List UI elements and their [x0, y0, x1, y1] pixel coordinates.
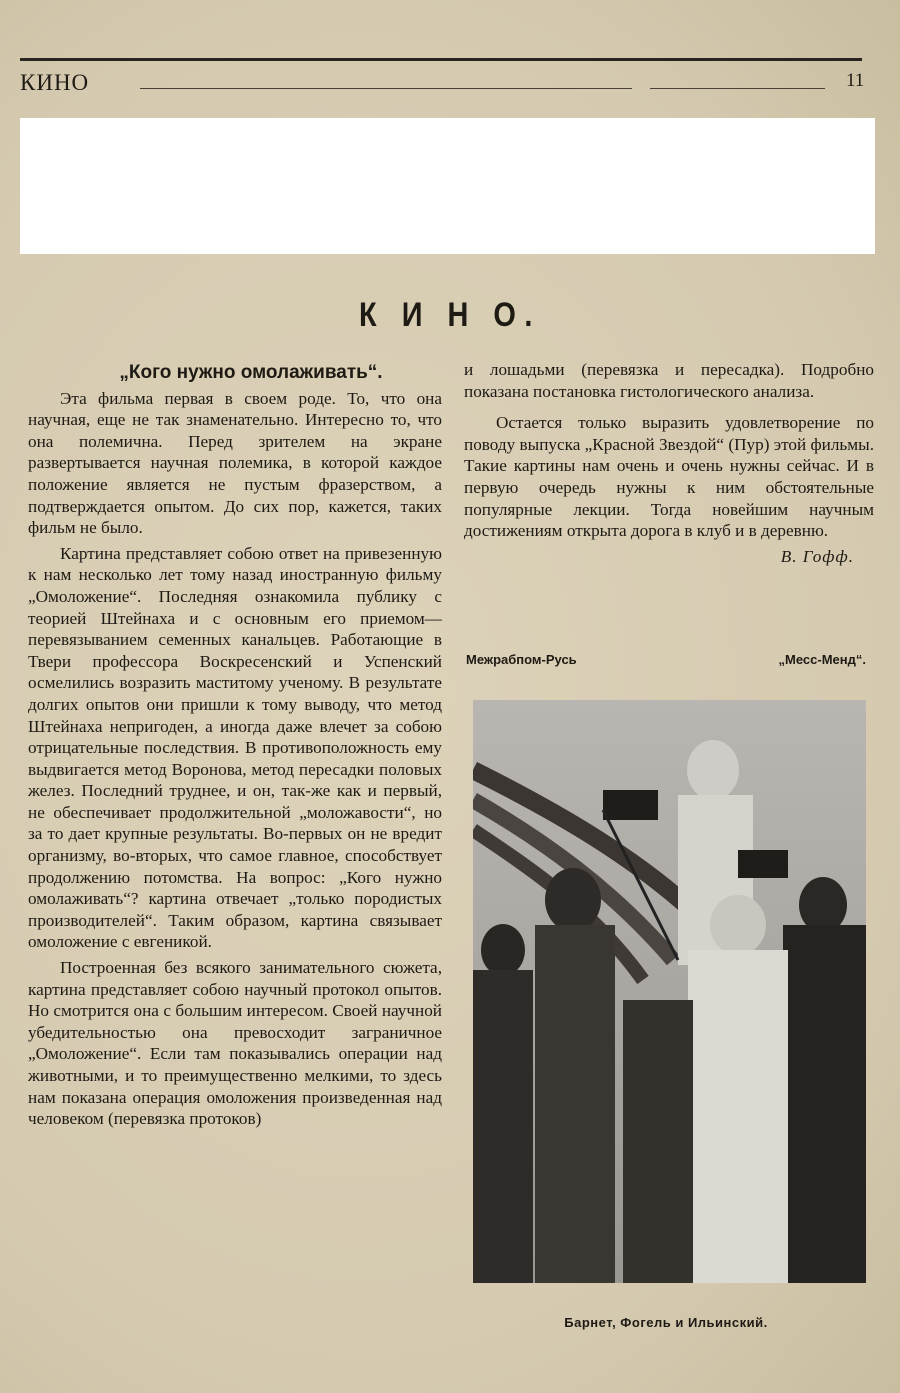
paragraph: Построенная без всякого занимательного сюжета, картина представляет собою научный протокол опытов. Но смотрится она с большим интересом. Своей научной убедительностью она превосходит заграничное „Омоложение“. Если там показывались операции над животными, и то преимущественно мелкими, то здесь нам показана операция омоложения произведенная над человеком (перевязка протоков) — [28, 958, 442, 1129]
author-signature: В. Гофф. — [780, 546, 854, 566]
photo-caption: Барнет, Фогель и Ильинский. — [564, 1315, 768, 1330]
header-rule — [650, 88, 825, 89]
paragraph: Эта фильма первая в своем роде. То, что она научная, еще не так знаменательно. Интересно то, что она полемична. Перед зрителем на экране развертывается научная полемика, в которой каждое положение является не пустым фразерством, а подтверждается опытом. До сих пор, кажется, таких фильм не было. — [28, 388, 442, 538]
right-column — [464, 359, 874, 567]
film-still-illustration — [473, 700, 866, 1283]
film-title: „Месс-Менд“. — [778, 652, 866, 667]
top-rule — [20, 58, 862, 61]
section-title: К И Н О. — [359, 296, 541, 334]
header-rule — [140, 88, 632, 89]
studio-name: Межрабпом-Русь — [466, 652, 577, 667]
article-title: „Кого нужно омолаживать“. — [119, 362, 383, 383]
running-header: КИНО — [20, 70, 90, 95]
film-still-photo — [473, 700, 866, 1283]
paragraph: Картина представляет собою ответ на привезенную к нам несколько лет тому назад иностранную фильму „Омоложение“. Последняя ознакомила публику с теорией Штейнаха и с основным его приемом—перевязыванием семенных канальцев. Работающие в Твери профессора Воскресенский и Успенский осмелились возразить маститому ученому. В результате долгих опытов они пришли к тому выводу, что метод Штейнаха непригоден, а иногда даже влечет за собою отрицательные последствия. В противоположность ему выдвигается метод Воронова, метод пересадки половых желез. Последний труднее, и он, так-же как и первый, не обеспечивает продолжительной „моложавости“, но за то дает крупные результаты. Во-первых он не вредит организму, во-вторых, что самое главное, способствует продолжению потомства. На вопрос: „Кого нужно омолаживать“? картина отвечает „только породистых производителей“. Таким образом, картина связывает омоложение с евгеникой. — [28, 543, 442, 952]
redacted-area — [20, 118, 875, 254]
page-number: 11 — [846, 70, 865, 91]
photo-header — [466, 652, 866, 667]
paragraph: Остается только выразить удовлетворение по поводу выпуска „Красной Звездой“ (Пур) этой фильмы. Такие картины нам очень и очень нужны сейчас. И в первую очередь нужны к ним обстоятельные популярные лекции. Тогда новейшим научным достижениям открыта дорога в клуб и в деревню. — [464, 413, 874, 541]
paragraph: и лошадьми (перевязка и пересадка). Подробно показана постановка гистологического анализа. — [464, 360, 874, 401]
left-column — [28, 362, 442, 1130]
